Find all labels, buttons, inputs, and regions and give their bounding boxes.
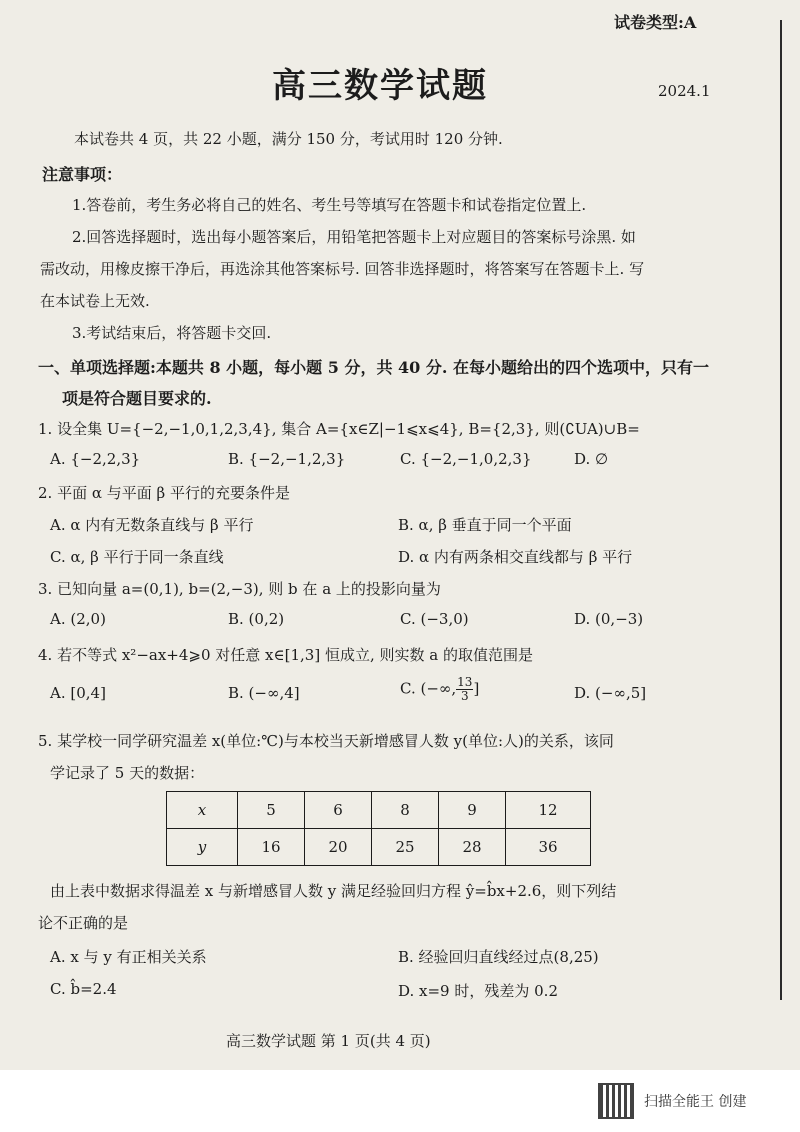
option-c-suffix: ] xyxy=(473,679,480,698)
question-5-option-b: B. 经验回归直线经过点(8,25) xyxy=(398,948,599,966)
question-5-option-d: D. x=9 时，残差为 0.2 xyxy=(398,982,558,1000)
question-5-stem-line-2: 学记录了 5 天的数据： xyxy=(50,764,205,782)
question-2-option-b: B. α, β 垂直于同一个平面 xyxy=(398,516,572,534)
question-4-option-c xyxy=(400,676,479,703)
exam-date: 2024.1 xyxy=(658,82,711,100)
page-title: 高三数学试题 xyxy=(272,66,488,106)
table-header-cell: y xyxy=(167,829,238,866)
table-cell: 6 xyxy=(305,792,372,829)
table-row xyxy=(167,792,591,829)
question-3-stem: 3. 已知向量 a=(0,1), b=(2,−3), 则 b 在 a 上的投影向量为 xyxy=(38,580,441,598)
question-4-option-a: A. [0,4] xyxy=(50,684,106,702)
notice-item-2-line-1: 2.回答选择题时，选出每小题答案后，用铅笔把答题卡上对应题目的答案标号涂黑. 如 xyxy=(72,228,636,246)
intro-text: 本试卷共 4 页，共 22 小题，满分 150 分，考试用时 120 分钟. xyxy=(74,130,503,148)
question-5-option-c: C. b̂=2.4 xyxy=(50,980,117,998)
fraction-numerator: 13 xyxy=(457,675,473,689)
option-c-prefix: C. (−∞, xyxy=(400,679,457,698)
table-cell: 8 xyxy=(372,792,439,829)
notice-heading: 注意事项： xyxy=(42,165,123,184)
table-cell: 36 xyxy=(506,829,591,866)
question-3-option-b: B. (0,2) xyxy=(228,610,285,628)
data-table xyxy=(166,791,591,866)
section-heading-line-2: 项是符合题目要求的. xyxy=(62,389,212,408)
question-4-option-d: D. (−∞,5] xyxy=(574,684,647,702)
question-1-option-a: A. {−2,2,3} xyxy=(50,450,141,468)
notice-item-2-line-3: 在本试卷上无效. xyxy=(40,292,150,310)
question-3-option-d: D. (0,−3) xyxy=(574,610,644,628)
question-2-option-c: C. α, β 平行于同一条直线 xyxy=(50,548,224,566)
question-5-text-line-2: 论不正确的是 xyxy=(38,914,129,932)
notice-item-3: 3.考试结束后，将答题卡交回. xyxy=(72,324,272,342)
question-1-option-c: C. {−2,−1,0,2,3} xyxy=(400,450,532,468)
margin-rule xyxy=(780,20,782,1000)
table-cell: 28 xyxy=(439,829,506,866)
fraction xyxy=(456,676,473,703)
question-5-stem-line-1: 5. 某学校一同学研究温差 x(单位:℃)与本校当天新增感冒人数 y(单位:人)的关系，该同 xyxy=(38,732,614,750)
table-row xyxy=(167,829,591,866)
table-cell: 9 xyxy=(439,792,506,829)
table-cell: 5 xyxy=(238,792,305,829)
table-cell: 25 xyxy=(372,829,439,866)
question-1-option-b: B. {−2,−1,2,3} xyxy=(228,450,346,468)
table-cell: 16 xyxy=(238,829,305,866)
question-3-option-c: C. (−3,0) xyxy=(400,610,469,628)
question-4-stem: 4. 若不等式 x²−ax+4⩾0 对任意 x∈[1,3] 恒成立, 则实数 a 的取值范围是 xyxy=(38,646,533,664)
notice-item-2-line-2: 需改动，用橡皮擦干净后，再选涂其他答案标号. 回答非选择题时，将答案写在答题卡上. 写 xyxy=(40,260,645,278)
question-5-option-a: A. x 与 y 有正相关关系 xyxy=(50,948,207,966)
question-2-option-a: A. α 内有无数条直线与 β 平行 xyxy=(50,516,254,534)
scanner-watermark: 扫描全能王 创建 xyxy=(644,1094,747,1110)
question-2-option-d: D. α 内有两条相交直线都与 β 平行 xyxy=(398,548,633,566)
question-5-text-line-1: 由上表中数据求得温差 x 与新增感冒人数 y 满足经验回归方程 ŷ=b̂x+2.6，则下列结 xyxy=(50,882,617,900)
table-cell: 20 xyxy=(305,829,372,866)
page-footer: 高三数学试题 第 1 页(共 4 页) xyxy=(226,1032,431,1050)
qr-code-icon xyxy=(598,1083,634,1119)
table-cell: 12 xyxy=(506,792,591,829)
paper-type-label: 试卷类型:A xyxy=(614,13,697,32)
notice-item-1: 1.答卷前，考生务必将自己的姓名、考生号等填写在答题卡和试卷指定位置上. xyxy=(72,196,587,214)
question-2-stem: 2. 平面 α 与平面 β 平行的充要条件是 xyxy=(38,484,290,502)
question-4-option-b: B. (−∞,4] xyxy=(228,684,300,702)
table-header-cell: x xyxy=(167,792,238,829)
section-heading-line-1: 一、单项选择题:本题共 8 小题，每小题 5 分，共 40 分. 在每小题给出的四个选项中，只有一 xyxy=(38,358,710,377)
question-1-stem: 1. 设全集 U={−2,−1,0,1,2,3,4}, 集合 A={x∈Z|−1⩽x⩽4}, B={2,3}, 则(∁UA)∪B= xyxy=(38,420,640,438)
question-3-option-a: A. (2,0) xyxy=(50,610,106,628)
question-1-option-d: D. ∅ xyxy=(574,450,609,468)
fraction-denominator: 3 xyxy=(460,689,469,703)
